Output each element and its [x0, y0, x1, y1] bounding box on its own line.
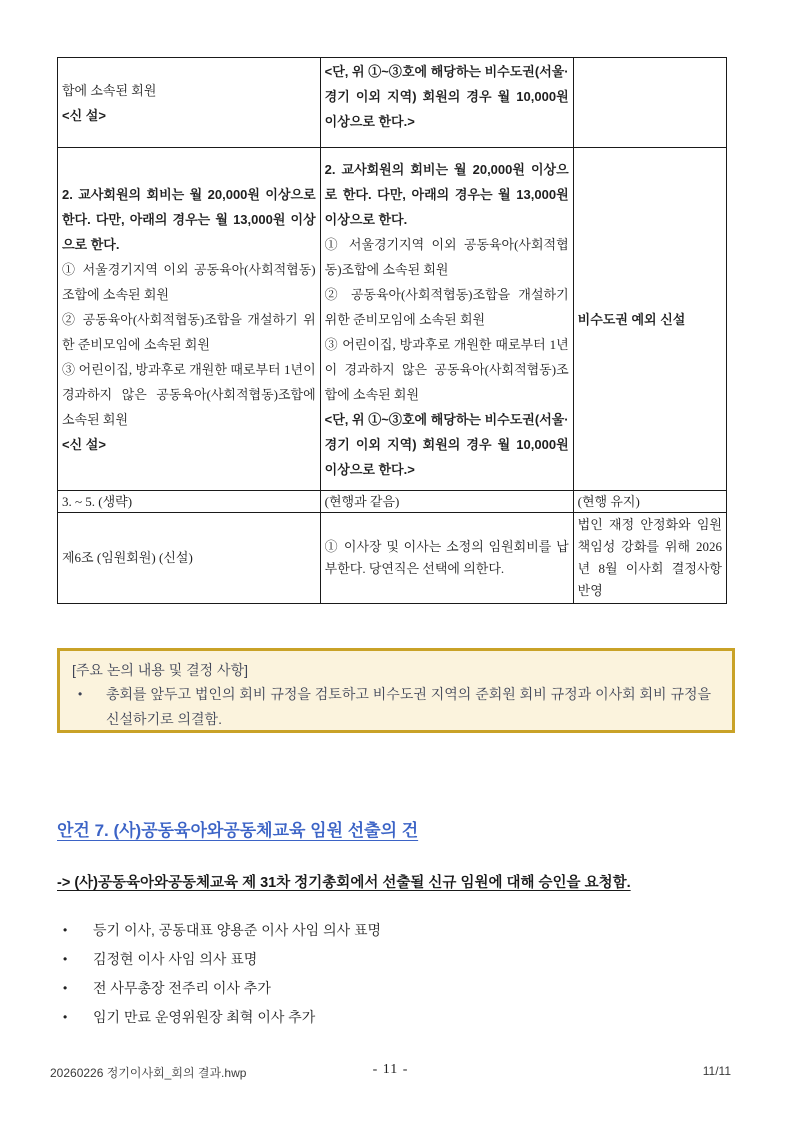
cell-text-bold: 2. 교사회원의 회비는 월 20,000원 이상으로 한다. 다만, 아래의 경우는 월 13,000원 이상으로 한다.: [62, 186, 316, 252]
agenda-request: -> (사)공동육아와공동체교육 제 31차 정기총회에서 선출될 신규 임원에 대해 승인을 요청함.: [57, 875, 631, 891]
cell-text-bold: <신 설>: [62, 436, 106, 452]
bullet-icon: •: [63, 981, 68, 995]
cell-text: ① 서울경기지역 이외 공동육아(사회적협동)조합에 소속된 회원: [62, 261, 316, 302]
table-cell: [58, 513, 321, 604]
table-cell: [320, 491, 573, 513]
table-cell: [573, 513, 726, 604]
table-cell: [58, 58, 321, 148]
list-item-text: 등기 이사, 공동대표 양용준 이사 사임 의사 표명: [93, 922, 382, 938]
revision-table-body: [58, 58, 727, 604]
list-item-text: 임기 만료 운영위원장 최혁 이사 추가: [93, 1009, 316, 1025]
cell-text: (현행과 같음): [324, 494, 400, 509]
footer-page-number: - 11 -: [372, 1062, 409, 1077]
decision-box: [57, 648, 735, 733]
cell-text-bold: <단, 위 ①~③호에 해당하는 비수도권(서울·경기 이외 지역) 회원의 경우 월 10,000원 이상으로 한다.>: [324, 411, 569, 477]
cell-text: ① 이사장 및 이사는 소정의 임원회비를 납부한다. 당연직은 선택에 의한다.: [324, 539, 569, 576]
decision-item-text: 총회를 앞두고 법인의 회비 규정을 검토하고 비수도권 지역의 준회원 회비 규정과 이사회 회비 규정을 신설하기로 의결함.: [106, 686, 712, 727]
list-item-text: 김정현 이사 사임 의사 표명: [93, 951, 258, 967]
cell-text: ① 서울경기지역 이외 공동육아(사회적협동)조합에 소속된 회원: [324, 236, 569, 277]
cell-text-bold: <단, 위 ①~③호에 해당하는 비수도권(서울·경기 이외 지역) 회원의 경우 월 10,000원 이상으로 한다.>: [324, 64, 569, 129]
bullet-icon: •: [63, 1010, 68, 1024]
cell-text: 합에 소속된 회원: [62, 82, 157, 98]
decision-item: [72, 682, 718, 732]
cell-text: 제6조 (임원회원) (신설): [62, 550, 193, 565]
table-cell: [320, 148, 573, 491]
table-row: [58, 58, 727, 148]
table-cell: [58, 148, 321, 491]
list-item: [60, 949, 381, 969]
revision-comparison-table: [57, 57, 727, 604]
table-cell: [320, 513, 573, 604]
footer-page-indicator: 11/11: [702, 1064, 731, 1078]
agenda-heading: 안건 7. (사)공동육아와공동체교육 임원 선출의 건: [57, 821, 419, 840]
table-row: [58, 148, 727, 491]
cell-text: ③ 어린이집, 방과후로 개원한 때로부터 1년이 경과하지 않은 공동육아(사회적협동)조합에 소속된 회원: [324, 336, 569, 402]
cell-text: ③ 어린이집, 방과후로 개원한 때로부터 1년이 경과하지 않은 공동육아(사회적협동)조합에 소속된 회원: [62, 361, 316, 427]
table-cell: [58, 491, 321, 513]
decision-box-items: [72, 682, 718, 732]
list-item: [60, 920, 381, 940]
cell-text-bold: <신 설>: [62, 107, 106, 123]
bullet-icon: •: [63, 952, 68, 966]
table-cell: [573, 491, 726, 513]
decision-box-title: [주요 논의 내용 및 결정 사항]: [72, 662, 248, 678]
list-item: [60, 1007, 381, 1027]
table-cell: [573, 58, 726, 148]
table-row: [58, 513, 727, 604]
cell-text: ② 공동육아(사회적협동)조합을 개설하기 위한 준비모임에 소속된 회원: [324, 286, 569, 327]
list-item-text: 전 사무총장 전주리 이사 추가: [93, 980, 271, 996]
page-footer: [50, 1062, 731, 1082]
cell-text: ② 공동육아(사회적협동)조합을 개설하기 위한 준비모임에 소속된 회원: [62, 311, 316, 352]
cell-text: 법인 재정 안정화와 임원 책임성 강화를 위해 2026년 8월 이사회 결정사항 반영: [577, 517, 722, 598]
bullet-icon: •: [78, 687, 83, 701]
table-cell: [320, 58, 573, 148]
cell-text-bold: 비수도권 예외 신설: [577, 311, 686, 327]
list-item: [60, 978, 381, 998]
footer-filename: 20260226 정기이사회_회의 결과.hwp: [50, 1066, 247, 1080]
cell-text: (현행 유지): [577, 494, 640, 509]
cell-text-bold: 2. 교사회원의 회비는 월 20,000원 이상으로 한다. 다만, 아래의 경우는 월 13,000원 이상으로 한다.: [324, 161, 569, 227]
bullet-icon: •: [63, 923, 68, 937]
table-cell: [573, 148, 726, 491]
agenda-bullet-list: [60, 920, 381, 1036]
table-row: [58, 491, 727, 513]
cell-text: 3. ~ 5. (생략): [62, 494, 133, 509]
